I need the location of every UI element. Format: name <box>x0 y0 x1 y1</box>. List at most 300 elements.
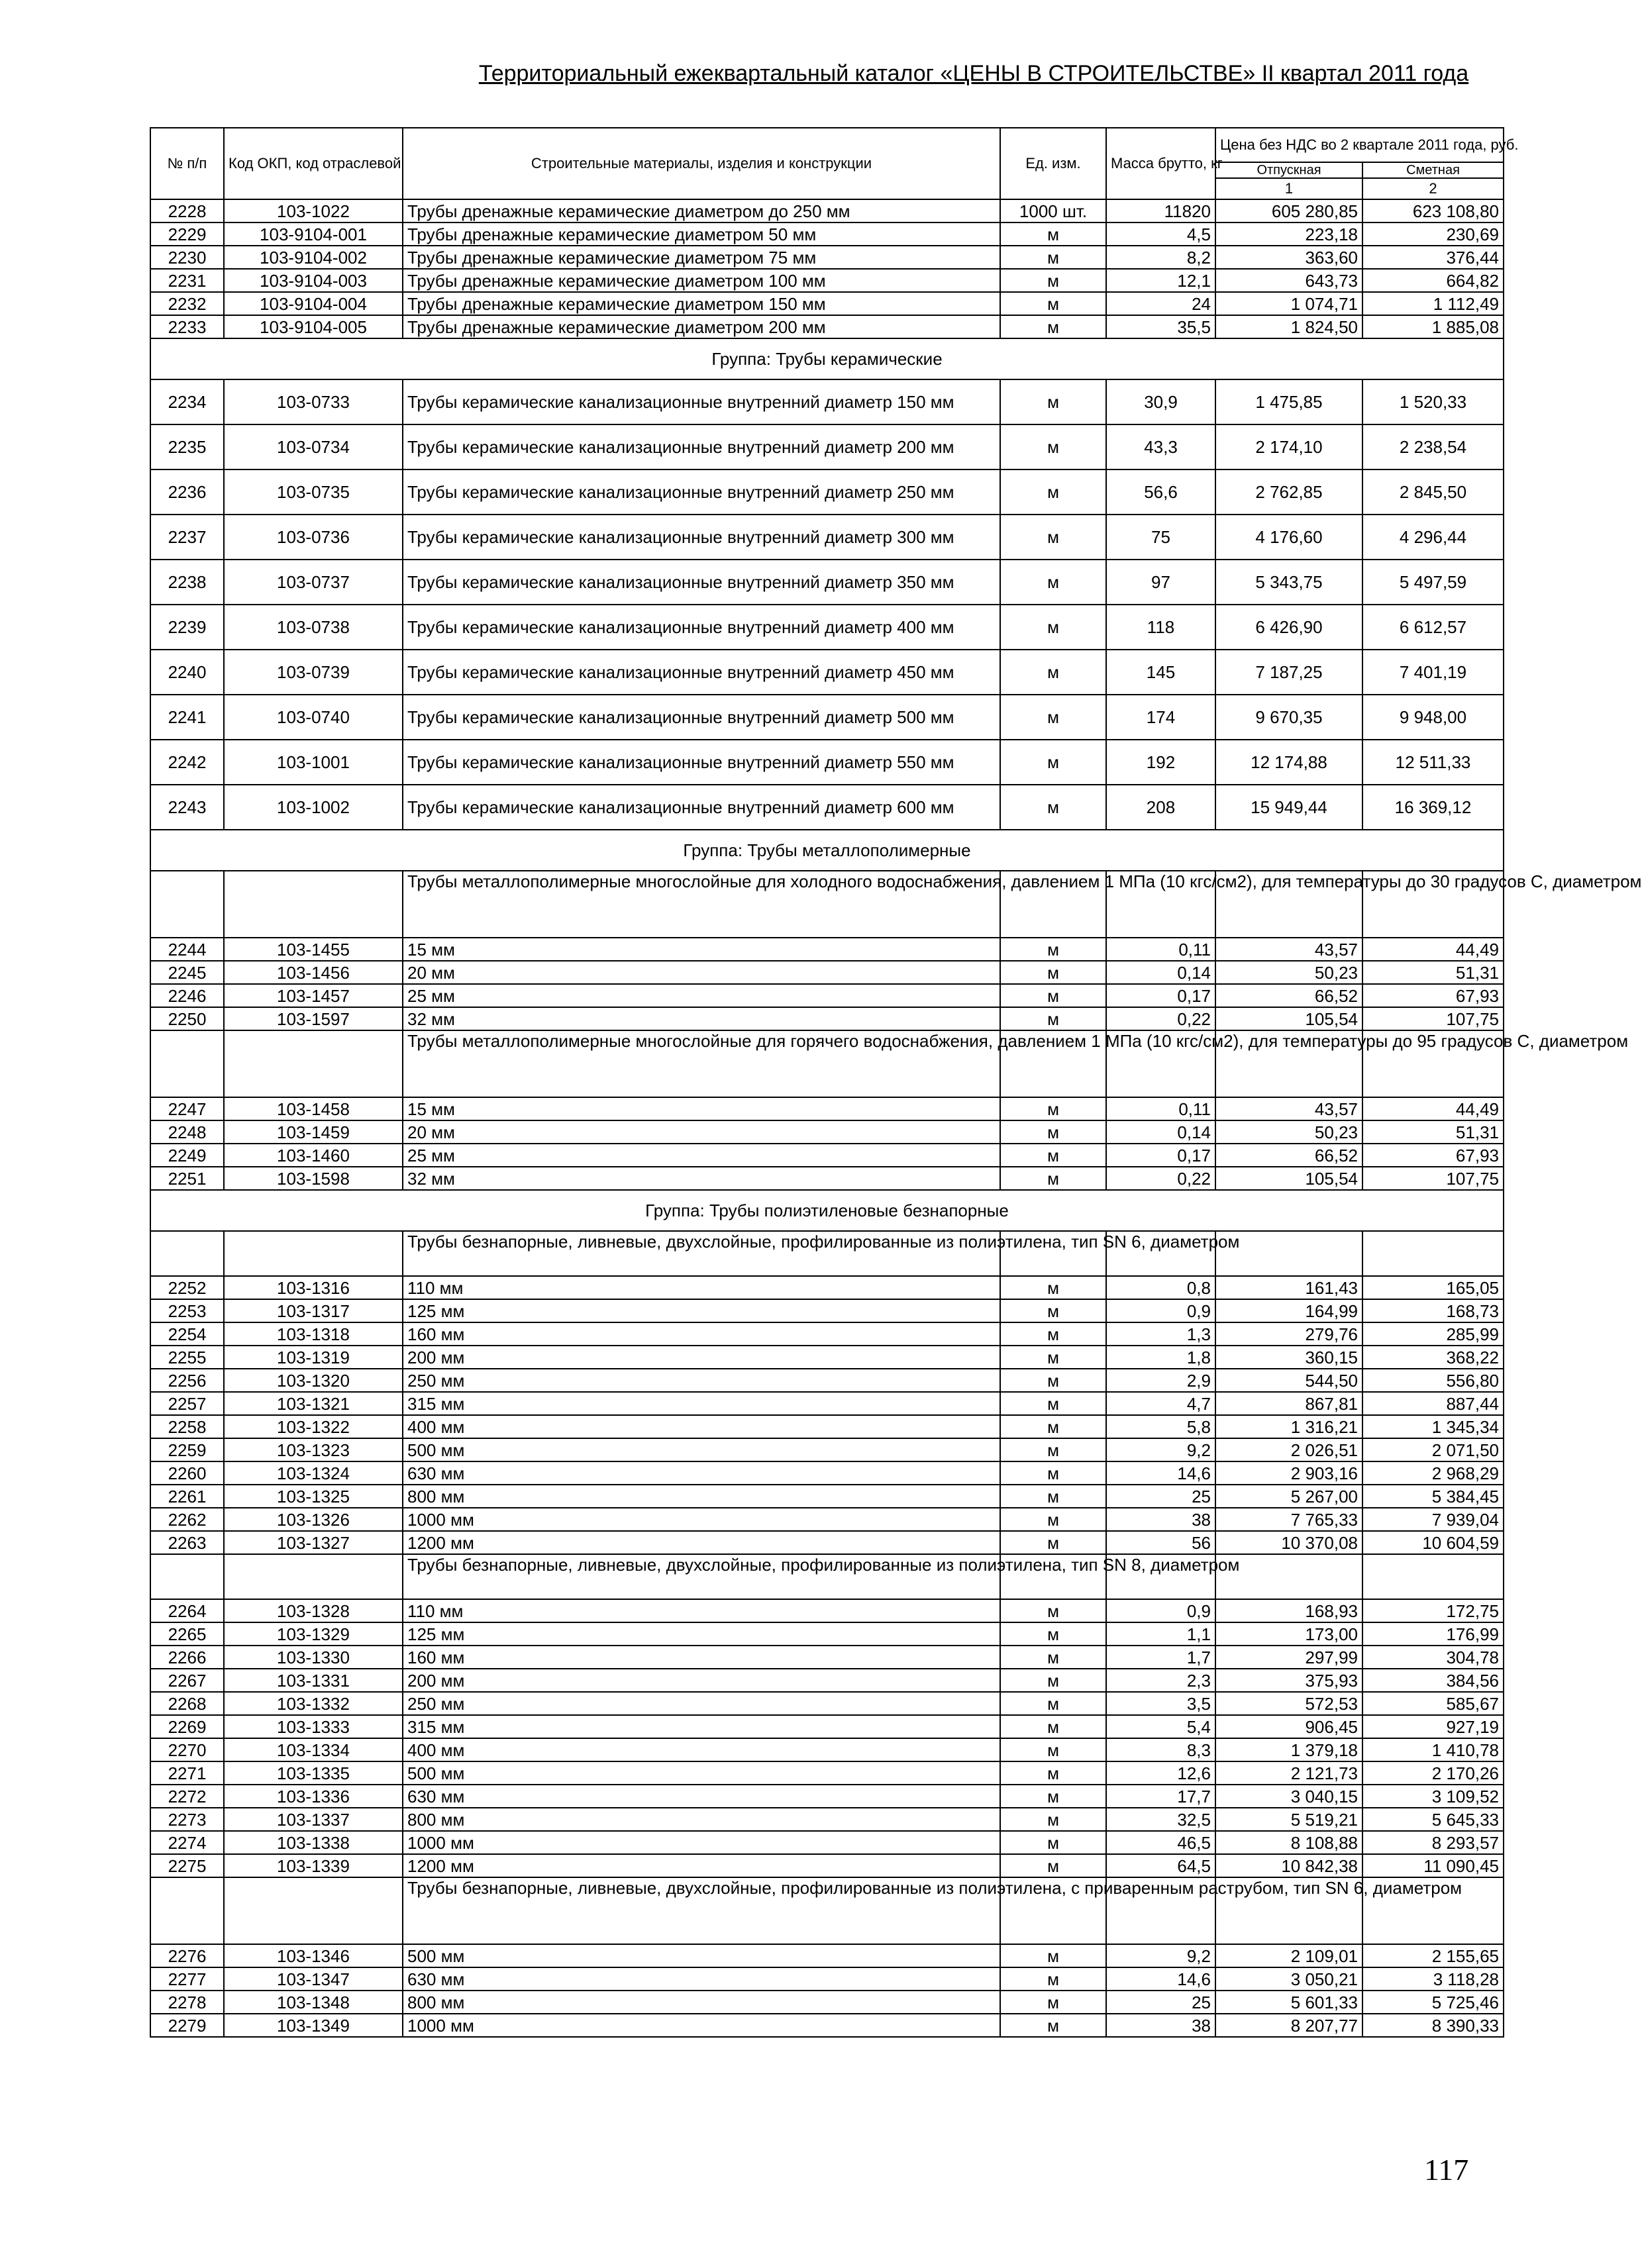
row-code: 103-9104-002 <box>224 246 403 269</box>
row-name: 1000 мм <box>403 1831 1000 1854</box>
row-price-release: 9 670,35 <box>1215 695 1362 740</box>
header-mass: Масса брутто, кг <box>1106 128 1215 199</box>
row-code: 103-1597 <box>224 1007 403 1030</box>
row-mass: 64,5 <box>1106 1854 1215 1877</box>
header-price-estimate: Сметная <box>1362 162 1504 178</box>
row-price-release: 363,60 <box>1215 246 1362 269</box>
row-name: 800 мм <box>403 1991 1000 2014</box>
table-row <box>150 1392 1504 1415</box>
row-name: 20 мм <box>403 961 1000 984</box>
group-heading: Группа: Трубы металлополимерные <box>150 830 1504 871</box>
row-mass: 0,17 <box>1106 1144 1215 1167</box>
header-name: Строительные материалы, изделия и конструкции <box>403 128 1000 199</box>
row-price-estimate: 67,93 <box>1362 984 1504 1007</box>
table-row <box>150 1715 1504 1738</box>
row-mass: 30,9 <box>1106 379 1215 424</box>
row-price-estimate: 664,82 <box>1362 269 1504 292</box>
row-name: Трубы керамические канализационные внутренний диаметр 450 мм <box>403 650 1000 695</box>
row-number: 2233 <box>150 315 224 338</box>
row-name: 200 мм <box>403 1346 1000 1369</box>
empty-cell <box>224 1554 403 1599</box>
row-mass: 8,2 <box>1106 246 1215 269</box>
row-price-estimate: 176,99 <box>1362 1622 1504 1646</box>
row-mass: 56 <box>1106 1531 1215 1554</box>
row-price-estimate: 1 345,34 <box>1362 1415 1504 1438</box>
empty-cell <box>1362 1231 1504 1276</box>
row-unit: м <box>1000 315 1106 338</box>
header-code: Код ОКП, код отраслевой <box>224 128 403 199</box>
row-name: 110 мм <box>403 1599 1000 1622</box>
row-number: 2272 <box>150 1785 224 1808</box>
row-code: 103-1325 <box>224 1485 403 1508</box>
row-price-release: 906,45 <box>1215 1715 1362 1738</box>
row-price-estimate: 12 511,33 <box>1362 740 1504 785</box>
row-price-estimate: 5 497,59 <box>1362 560 1504 605</box>
row-price-estimate: 304,78 <box>1362 1646 1504 1669</box>
row-mass: 0,9 <box>1106 1299 1215 1322</box>
row-mass: 5,4 <box>1106 1715 1215 1738</box>
table-row <box>150 1761 1504 1785</box>
subgroup-description: Трубы безнапорные, ливневые, двухслойные, профилированные из полиэтилена, тип SN 8, диаметром <box>403 1554 1000 1599</box>
row-name: 25 мм <box>403 1144 1000 1167</box>
row-mass: 145 <box>1106 650 1215 695</box>
row-code: 103-1333 <box>224 1715 403 1738</box>
row-number: 2256 <box>150 1369 224 1392</box>
row-number: 2244 <box>150 938 224 961</box>
row-mass: 2,3 <box>1106 1669 1215 1692</box>
row-mass: 12,6 <box>1106 1761 1215 1785</box>
row-number: 2228 <box>150 199 224 222</box>
row-number: 2247 <box>150 1097 224 1120</box>
row-code: 103-1326 <box>224 1508 403 1531</box>
row-mass: 5,8 <box>1106 1415 1215 1438</box>
row-code: 103-1338 <box>224 1831 403 1854</box>
row-name: 1200 мм <box>403 1531 1000 1554</box>
row-name: 500 мм <box>403 1761 1000 1785</box>
row-mass: 192 <box>1106 740 1215 785</box>
row-number: 2245 <box>150 961 224 984</box>
group-heading: Группа: Трубы керамические <box>150 338 1504 379</box>
row-price-estimate: 168,73 <box>1362 1299 1504 1322</box>
row-price-release: 360,15 <box>1215 1346 1362 1369</box>
row-price-estimate: 887,44 <box>1362 1392 1504 1415</box>
row-price-release: 8 207,77 <box>1215 2014 1362 2037</box>
row-mass: 208 <box>1106 785 1215 830</box>
row-price-estimate: 51,31 <box>1362 1120 1504 1144</box>
row-number: 2249 <box>150 1144 224 1167</box>
row-price-release: 6 426,90 <box>1215 605 1362 650</box>
empty-cell <box>150 1030 224 1097</box>
row-price-release: 8 108,88 <box>1215 1831 1362 1854</box>
row-number: 2263 <box>150 1531 224 1554</box>
row-price-estimate: 5 384,45 <box>1362 1485 1504 1508</box>
row-price-estimate: 1 410,78 <box>1362 1738 1504 1761</box>
row-number: 2264 <box>150 1599 224 1622</box>
table-row <box>150 1276 1504 1299</box>
row-name: 125 мм <box>403 1299 1000 1322</box>
row-mass: 0,17 <box>1106 984 1215 1007</box>
table-row <box>150 1144 1504 1167</box>
row-price-release: 5 267,00 <box>1215 1485 1362 1508</box>
row-code: 103-1320 <box>224 1369 403 1392</box>
row-mass: 25 <box>1106 1485 1215 1508</box>
row-name: Трубы дренажные керамические диаметром 50 мм <box>403 222 1000 246</box>
row-unit: м <box>1000 1007 1106 1030</box>
row-code: 103-1331 <box>224 1669 403 1692</box>
row-code: 103-1456 <box>224 961 403 984</box>
table-row <box>150 1508 1504 1531</box>
row-name: 110 мм <box>403 1276 1000 1299</box>
row-price-estimate: 7 401,19 <box>1362 650 1504 695</box>
row-code: 103-9104-004 <box>224 292 403 315</box>
row-code: 103-0740 <box>224 695 403 740</box>
table-row <box>150 1599 1504 1622</box>
page-number: 117 <box>1424 2153 1469 2187</box>
row-mass: 0,11 <box>1106 1097 1215 1120</box>
row-unit: м <box>1000 1785 1106 1808</box>
row-unit: м <box>1000 785 1106 830</box>
row-name: Трубы керамические канализационные внутренний диаметр 300 мм <box>403 515 1000 560</box>
table-row <box>150 1622 1504 1646</box>
table-row <box>150 560 1504 605</box>
table-row <box>150 1738 1504 1761</box>
row-name: 630 мм <box>403 1967 1000 1991</box>
row-number: 2279 <box>150 2014 224 2037</box>
row-price-estimate: 285,99 <box>1362 1322 1504 1346</box>
row-mass: 11820 <box>1106 199 1215 222</box>
row-code: 103-1316 <box>224 1276 403 1299</box>
row-name: 15 мм <box>403 1097 1000 1120</box>
row-unit: м <box>1000 1669 1106 1692</box>
row-code: 103-1324 <box>224 1461 403 1485</box>
column-index: 1 <box>1215 178 1362 199</box>
row-mass: 2,9 <box>1106 1369 1215 1392</box>
row-code: 103-1322 <box>224 1415 403 1438</box>
row-number: 2251 <box>150 1167 224 1190</box>
table-row <box>150 1531 1504 1554</box>
row-name: 315 мм <box>403 1715 1000 1738</box>
row-mass: 9,2 <box>1106 1944 1215 1967</box>
row-name: Трубы дренажные керамические диаметром 150 мм <box>403 292 1000 315</box>
table-row <box>150 1785 1504 1808</box>
row-code: 103-9104-001 <box>224 222 403 246</box>
row-price-release: 7 765,33 <box>1215 1508 1362 1531</box>
row-code: 103-1317 <box>224 1299 403 1322</box>
table-row <box>150 515 1504 560</box>
row-unit: м <box>1000 1991 1106 2014</box>
row-price-release: 1 316,21 <box>1215 1415 1362 1438</box>
empty-cell <box>224 1030 403 1097</box>
row-price-estimate: 1 885,08 <box>1362 315 1504 338</box>
row-number: 2240 <box>150 650 224 695</box>
row-number: 2267 <box>150 1669 224 1692</box>
row-code: 103-1334 <box>224 1738 403 1761</box>
row-code: 103-0733 <box>224 379 403 424</box>
column-index: 2 <box>1362 178 1504 199</box>
row-price-estimate: 230,69 <box>1362 222 1504 246</box>
row-code: 103-1319 <box>224 1346 403 1369</box>
page-title: Территориальный ежеквартальный каталог «ЦЕНЫ В СТРОИТЕЛЬСТВЕ» II квартал 2011 года <box>478 61 1469 86</box>
row-unit: м <box>1000 650 1106 695</box>
row-code: 103-1335 <box>224 1761 403 1785</box>
row-mass: 38 <box>1106 2014 1215 2037</box>
row-unit: м <box>1000 1738 1106 1761</box>
subgroup-description: Трубы безнапорные, ливневые, двухслойные, профилированные из полиэтилена, тип SN 6, диаметром <box>403 1231 1000 1276</box>
table-row <box>150 785 1504 830</box>
table-row <box>150 1007 1504 1030</box>
row-price-estimate: 384,56 <box>1362 1669 1504 1692</box>
row-code: 103-1323 <box>224 1438 403 1461</box>
table-row <box>150 984 1504 1007</box>
row-number: 2278 <box>150 1991 224 2014</box>
row-number: 2271 <box>150 1761 224 1785</box>
row-price-estimate: 8 390,33 <box>1362 2014 1504 2037</box>
row-price-release: 10 842,38 <box>1215 1854 1362 1877</box>
row-name: 250 мм <box>403 1692 1000 1715</box>
empty-cell <box>224 871 403 938</box>
row-number: 2230 <box>150 246 224 269</box>
row-mass: 0,22 <box>1106 1007 1215 1030</box>
row-price-release: 164,99 <box>1215 1299 1362 1322</box>
row-unit: м <box>1000 1485 1106 1508</box>
row-price-release: 5 343,75 <box>1215 560 1362 605</box>
row-code: 103-1002 <box>224 785 403 830</box>
row-price-release: 2 903,16 <box>1215 1461 1362 1485</box>
row-mass: 46,5 <box>1106 1831 1215 1854</box>
row-price-estimate: 5 645,33 <box>1362 1808 1504 1831</box>
row-unit: м <box>1000 424 1106 469</box>
row-mass: 8,3 <box>1106 1738 1215 1761</box>
row-unit: м <box>1000 961 1106 984</box>
row-price-release: 605 280,85 <box>1215 199 1362 222</box>
table-row <box>150 695 1504 740</box>
row-unit: м <box>1000 1167 1106 1190</box>
table-row <box>150 269 1504 292</box>
row-mass: 75 <box>1106 515 1215 560</box>
row-name: 315 мм <box>403 1392 1000 1415</box>
subgroup-row <box>150 1231 1504 1276</box>
subgroup-row <box>150 1030 1504 1097</box>
row-name: 800 мм <box>403 1808 1000 1831</box>
table-row <box>150 424 1504 469</box>
row-unit: м <box>1000 1276 1106 1299</box>
table-row <box>150 1669 1504 1692</box>
row-price-release: 2 174,10 <box>1215 424 1362 469</box>
row-unit: м <box>1000 1392 1106 1415</box>
row-mass: 14,6 <box>1106 1461 1215 1485</box>
row-number: 2234 <box>150 379 224 424</box>
row-number: 2265 <box>150 1622 224 1646</box>
row-unit: м <box>1000 1646 1106 1669</box>
row-unit: м <box>1000 1120 1106 1144</box>
row-code: 103-9104-003 <box>224 269 403 292</box>
row-price-estimate: 67,93 <box>1362 1144 1504 1167</box>
row-number: 2239 <box>150 605 224 650</box>
table-row <box>150 1692 1504 1715</box>
row-code: 103-1339 <box>224 1854 403 1877</box>
row-price-release: 105,54 <box>1215 1167 1362 1190</box>
group-heading-row <box>150 1190 1504 1231</box>
table-row <box>150 938 1504 961</box>
row-code: 103-1346 <box>224 1944 403 1967</box>
row-name: Трубы керамические канализационные внутренний диаметр 350 мм <box>403 560 1000 605</box>
table-row <box>150 1438 1504 1461</box>
row-mass: 0,9 <box>1106 1599 1215 1622</box>
row-number: 2246 <box>150 984 224 1007</box>
row-number: 2262 <box>150 1508 224 1531</box>
row-code: 103-1458 <box>224 1097 403 1120</box>
row-mass: 97 <box>1106 560 1215 605</box>
row-code: 103-1598 <box>224 1167 403 1190</box>
row-price-release: 5 519,21 <box>1215 1808 1362 1831</box>
row-unit: м <box>1000 1438 1106 1461</box>
row-price-release: 173,00 <box>1215 1622 1362 1646</box>
table-row <box>150 1967 1504 1991</box>
row-price-release: 375,93 <box>1215 1669 1362 1692</box>
row-unit: м <box>1000 1415 1106 1438</box>
row-price-release: 1 824,50 <box>1215 315 1362 338</box>
row-price-release: 1 475,85 <box>1215 379 1362 424</box>
row-unit: м <box>1000 222 1106 246</box>
row-unit: м <box>1000 1761 1106 1785</box>
empty-cell <box>224 1877 403 1944</box>
row-code: 103-1347 <box>224 1967 403 1991</box>
row-unit: м <box>1000 1531 1106 1554</box>
row-mass: 4,5 <box>1106 222 1215 246</box>
row-unit: м <box>1000 1322 1106 1346</box>
row-price-estimate: 107,75 <box>1362 1007 1504 1030</box>
empty-cell <box>150 871 224 938</box>
empty-cell <box>150 1231 224 1276</box>
row-name: Трубы керамические канализационные внутренний диаметр 400 мм <box>403 605 1000 650</box>
row-price-release: 2 762,85 <box>1215 469 1362 515</box>
table-row <box>150 961 1504 984</box>
row-mass: 0,8 <box>1106 1276 1215 1299</box>
row-name: 25 мм <box>403 984 1000 1007</box>
row-unit: м <box>1000 1808 1106 1831</box>
table-row <box>150 1369 1504 1392</box>
row-number: 2255 <box>150 1346 224 1369</box>
row-number: 2248 <box>150 1120 224 1144</box>
table-body <box>150 199 1642 2037</box>
empty-cell <box>150 1554 224 1599</box>
row-price-estimate: 2 968,29 <box>1362 1461 1504 1485</box>
row-name: 200 мм <box>403 1669 1000 1692</box>
row-price-release: 643,73 <box>1215 269 1362 292</box>
row-number: 2235 <box>150 424 224 469</box>
row-code: 103-0739 <box>224 650 403 695</box>
row-name: Трубы дренажные керамические диаметром 100 мм <box>403 269 1000 292</box>
row-code: 103-1457 <box>224 984 403 1007</box>
row-price-estimate: 1 112,49 <box>1362 292 1504 315</box>
row-name: 160 мм <box>403 1322 1000 1346</box>
table-row <box>150 315 1504 338</box>
row-number: 2243 <box>150 785 224 830</box>
row-price-release: 1 074,71 <box>1215 292 1362 315</box>
table-row <box>150 246 1504 269</box>
row-name: Трубы дренажные керамические диаметром 200 мм <box>403 315 1000 338</box>
row-code: 103-1022 <box>224 199 403 222</box>
row-mass: 38 <box>1106 1508 1215 1531</box>
table-row <box>150 1646 1504 1669</box>
row-unit: м <box>1000 469 1106 515</box>
row-name: Трубы дренажные керамические диаметром до 250 мм <box>403 199 1000 222</box>
table-row <box>150 292 1504 315</box>
row-number: 2260 <box>150 1461 224 1485</box>
row-price-release: 2 109,01 <box>1215 1944 1362 1967</box>
table-row <box>150 1991 1504 2014</box>
row-price-estimate: 16 369,12 <box>1362 785 1504 830</box>
row-price-estimate: 10 604,59 <box>1362 1531 1504 1554</box>
row-unit: м <box>1000 269 1106 292</box>
row-price-release: 1 379,18 <box>1215 1738 1362 1761</box>
row-number: 2273 <box>150 1808 224 1831</box>
row-name: 400 мм <box>403 1415 1000 1438</box>
row-unit: м <box>1000 246 1106 269</box>
group-heading: Группа: Трубы полиэтиленовые безнапорные <box>150 1190 1504 1231</box>
row-price-estimate: 4 296,44 <box>1362 515 1504 560</box>
row-price-estimate: 585,67 <box>1362 1692 1504 1715</box>
row-price-release: 3 040,15 <box>1215 1785 1362 1808</box>
table-row <box>150 199 1504 222</box>
row-name: Трубы керамические канализационные внутренний диаметр 550 мм <box>403 740 1000 785</box>
row-unit: м <box>1000 1599 1106 1622</box>
row-unit: м <box>1000 605 1106 650</box>
row-unit: м <box>1000 1299 1106 1322</box>
row-price-estimate: 3 118,28 <box>1362 1967 1504 1991</box>
header-unit: Ед. изм. <box>1000 128 1106 199</box>
row-price-estimate: 11 090,45 <box>1362 1854 1504 1877</box>
row-name: 20 мм <box>403 1120 1000 1144</box>
row-name: 32 мм <box>403 1007 1000 1030</box>
row-unit: м <box>1000 938 1106 961</box>
row-price-release: 66,52 <box>1215 1144 1362 1167</box>
row-mass: 1,3 <box>1106 1322 1215 1346</box>
table-row <box>150 1944 1504 1967</box>
row-price-estimate: 2 155,65 <box>1362 1944 1504 1967</box>
row-unit: м <box>1000 292 1106 315</box>
row-code: 103-1349 <box>224 2014 403 2037</box>
row-mass: 1,7 <box>1106 1646 1215 1669</box>
row-price-estimate: 6 612,57 <box>1362 605 1504 650</box>
row-mass: 4,7 <box>1106 1392 1215 1415</box>
row-price-estimate: 44,49 <box>1362 1097 1504 1120</box>
row-unit: м <box>1000 695 1106 740</box>
row-number: 2236 <box>150 469 224 515</box>
row-unit: м <box>1000 1831 1106 1854</box>
row-mass: 12,1 <box>1106 269 1215 292</box>
row-number: 2257 <box>150 1392 224 1415</box>
row-unit: м <box>1000 1144 1106 1167</box>
header-price-release: Отпускная <box>1215 162 1362 178</box>
row-mass: 0,11 <box>1106 938 1215 961</box>
table-row <box>150 1097 1504 1120</box>
row-unit: м <box>1000 1369 1106 1392</box>
row-mass: 14,6 <box>1106 1967 1215 1991</box>
row-code: 103-1332 <box>224 1692 403 1715</box>
header-price: Цена без НДС во 2 квартале 2011 года, руб. <box>1215 128 1504 162</box>
row-price-release: 161,43 <box>1215 1276 1362 1299</box>
row-unit: м <box>1000 1622 1106 1646</box>
row-unit: м <box>1000 379 1106 424</box>
row-price-release: 279,76 <box>1215 1322 1362 1346</box>
row-price-release: 572,53 <box>1215 1692 1362 1715</box>
table-row <box>150 1485 1504 1508</box>
row-code: 103-1330 <box>224 1646 403 1669</box>
row-unit: м <box>1000 1346 1106 1369</box>
row-mass: 1,8 <box>1106 1346 1215 1369</box>
table-row <box>150 1854 1504 1877</box>
